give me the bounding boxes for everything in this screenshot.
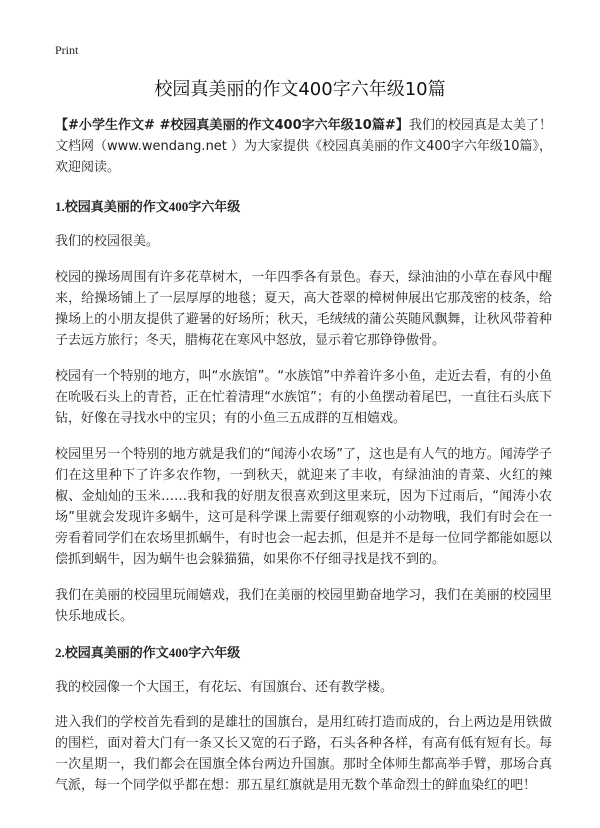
page-title: 校园真美丽的作文400字六年级10篇 xyxy=(154,79,446,100)
section-1-paragraph: 校园的操场周围有许多花草树木，一年四季各有景色。春天，绿油油的小草在春风中醒来，给操场铺上了一层厚厚的地毯；夏天，高大苍翠的樟树伸展出它那茂密的枝条，给操场上的小朋友提供了避暑的好场所；秋天，毛绒绒的蒲公英随风飘舞，让秋风带着种子去远方旅行；冬天，腊梅花在寒风中怒放，显示着它那铮铮傲骨。 xyxy=(55,270,552,348)
article-body xyxy=(55,115,552,811)
section-1-paragraph: 我们的校园很美。 xyxy=(55,234,160,249)
intro-tag: 【#小学生作文# #校园真美丽的作文400字六年级10篇#】 xyxy=(55,118,409,133)
intro-text: 我们的校园真是太美了！文档网（www.wendang.net ）为大家提供《校园真美丽的作文400字六年级10篇》，欢迎阅读。 xyxy=(55,118,552,175)
section-heading-2: 2.校园真美丽的作文400字六年级 xyxy=(55,645,241,660)
intro-paragraph xyxy=(55,115,552,178)
section-2-paragraph: 我的校园像一个大国王，有花坛、有国旗台、还有教学楼。 xyxy=(55,680,394,695)
section-heading-1: 1.校园真美丽的作文400字六年级 xyxy=(55,199,241,214)
section-2-paragraph: 进入我们的学校首先看到的是雄壮的国旗台，是用红砖打造而成的，台上两边是用铁做的围栏，面对着大门有一条又长又宽的石子路，石头各种各样，有高有低有短有长。每一次星期一，我们都会在国旗全体台两边升国旗。那时全体师生都高举手臂，那场合真气派，每一个同学似乎都在想：那五星红旗就是用无数个革命烈士的鲜血染红的吧！ xyxy=(55,715,552,793)
print-link[interactable]: Print xyxy=(55,43,79,57)
section-1-paragraph: 校园里另一个特别的地方就是我们的“闻涛小农场”了，这也是有人气的地方。闻涛学子们在这里种下了许多农作物，一到秋天，就迎来了丰收，有绿油油的青菜、火红的辣椒、金灿灿的玉米……我和我的好朋友很喜欢到这里来玩，因为下过雨后，“闻涛小农场”里就会发现许多蜗牛，这可是科学课上需要仔细观察的小动物哦，我们有时会在一旁看着同学们在农场里抓蜗牛，有时也会一起去抓，但是并不是每一位同学都能如愿以偿抓到蜗牛，因为蜗牛也会躲猫猫，如果你不仔细寻找是找不到的。 xyxy=(55,447,552,567)
section-1-paragraph: 我们在美丽的校园里玩闹嬉戏，我们在美丽的校园里勤奋地学习，我们在美丽的校园里快乐地成长。 xyxy=(55,588,552,624)
section-1-paragraph: 校园有一个特别的地方，叫“水族馆”。“水族馆”中养着许多小鱼，走近去看，有的小鱼在吮吸石头上的青苔，正在忙着清理“水族馆”；有的小鱼摆动着尾巴，一直往石头底下钻，好像在寻找水中的宝贝；有的小鱼三五成群的互相嬉戏。 xyxy=(55,369,552,426)
